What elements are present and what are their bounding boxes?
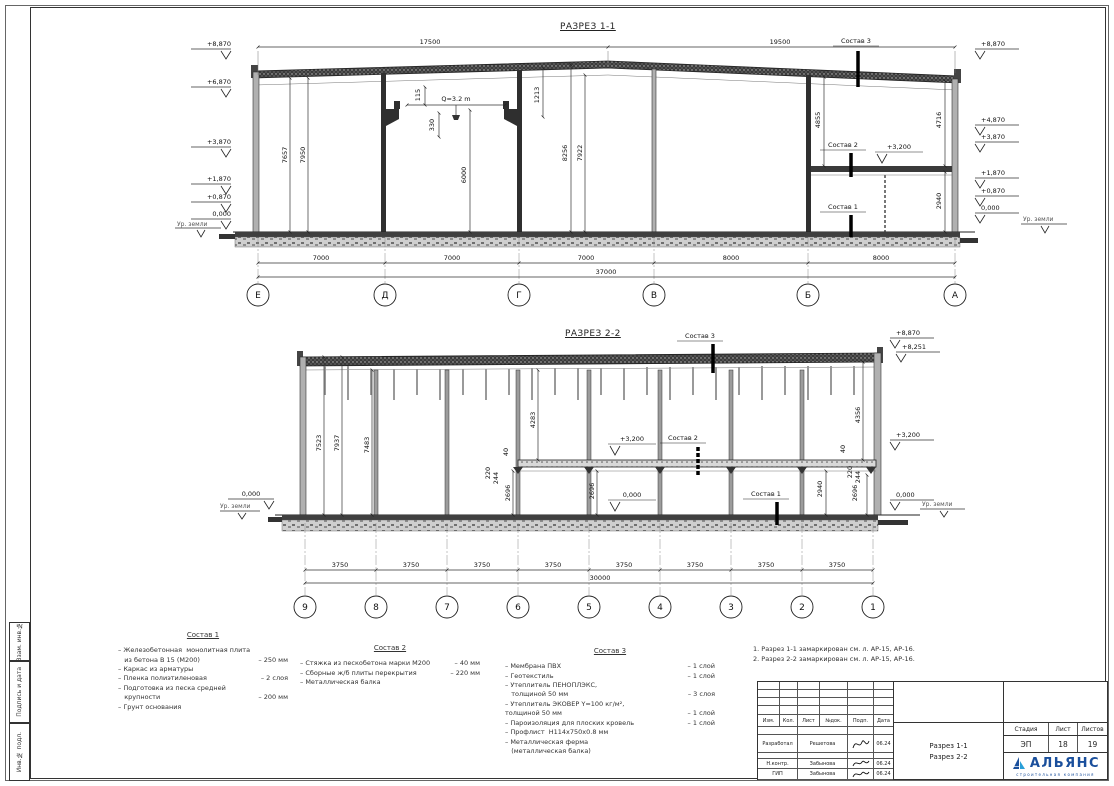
dim-label: 115 [414, 88, 422, 102]
section2-title: РАЗРЕЗ 2-2 [565, 329, 621, 339]
spec-item: – Утеплитель ПЕНОПЛЭКС, [505, 680, 598, 689]
mezzanine-floor [513, 460, 876, 474]
section-1-1-drawing [175, 25, 1085, 313]
spec-item: – Стяжка из пескобетона марки М200 [300, 659, 431, 668]
dim-label: 7523 [315, 434, 323, 452]
rev-col-header: Лист [798, 715, 820, 727]
frame-attr-label: Подпись и дата [16, 667, 23, 717]
grid-bubble-label: 1 [870, 603, 876, 613]
elevation-marks-left [175, 40, 231, 237]
elevation-label: +8,251 [902, 343, 927, 351]
frame-attr-label: Инв.№ подл. [16, 731, 23, 773]
note-line: 1. Разрез 1-1 замаркирован см. л. АР-15, АР-16. [753, 645, 915, 653]
elevation-label: +1,870 [206, 175, 231, 183]
dim-label: 2696 [851, 484, 859, 502]
grid-bubble-label: Б [804, 291, 812, 301]
frame-attr-box [9, 622, 30, 661]
dim-label: 3750 [828, 561, 846, 569]
dim-label: 6000 [460, 166, 468, 184]
level-label: +3,200 [886, 143, 912, 151]
rev-col-header: Дата [874, 715, 893, 727]
dim-label: 244 [492, 471, 500, 485]
grid-bubble-label: Г [516, 291, 522, 301]
dim-label: 17500 [419, 38, 441, 46]
spec-sostav-1: Состав 1 – Железобетонная монолитная плита из бетона В 15 (М200) – 250 мм – Каркас из арматуры – Пленка полиэтиленовая – 2 слоя – Подготовка из песка средней крупности – 200 мм – Грунт основания [118, 631, 288, 711]
doc-title-line: Разрез 2-2 [929, 752, 968, 761]
revision-table [758, 682, 894, 779]
rev-col-header: Кол. [780, 715, 798, 727]
crane-capacity-label: Q=3.2 m [441, 95, 471, 103]
elevation-label: +3,870 [981, 133, 1006, 141]
grid-bubble-label: 4 [657, 603, 663, 613]
spec-sostav-3: Состав 3 – Мембрана ПВХ – 1 слой – Геотекстиль – 1 слой – Утеплитель ПЕНОПЛЭКС, толщиной 50 мм – 3 слоя – Утеплитель ЭКОВЕР Y=100 кг/м², толщиной 50 мм – 1 слой – Пароизоляция для плоских кровель – 1 слой – Профлист Н114х750х0.8 мм – Металлическая ферма (металлическая балка) [505, 647, 715, 755]
elevation-label: +8,870 [206, 40, 231, 48]
grid-bubble-label: 9 [302, 603, 308, 613]
dim-label: 244 [854, 470, 862, 484]
date-cell: 06.24 [874, 759, 893, 769]
role-label: Разработал [758, 735, 798, 753]
grid-bubble-label: 2 [799, 603, 805, 613]
stage-and-logo [1004, 682, 1107, 779]
dim-label: 7922 [576, 144, 584, 162]
level-label: 0,000 [622, 491, 642, 499]
grid-bubble-label: 7 [444, 603, 450, 613]
sostav1-label: Состав 1 [828, 203, 858, 211]
elevation-label: +0,870 [981, 187, 1006, 195]
dim-label: 3750 [686, 561, 704, 569]
level-label: +3,200 [619, 435, 645, 443]
spec-item: – Подготовка из песка средней [118, 683, 226, 692]
dim-label: 2940 [816, 480, 824, 498]
sostav2-label: Состав 2 [668, 434, 698, 442]
elevation-label: 0,000 [981, 204, 1000, 212]
dim-label: 4356 [854, 406, 862, 424]
grid-bubble-label: Е [255, 291, 261, 301]
elevation-label: +8,870 [981, 40, 1006, 48]
elevation-marks-right [975, 40, 1067, 233]
elevation-label: +3,870 [206, 138, 231, 146]
sostav-cut-marks [820, 37, 923, 237]
title-block [757, 681, 1108, 780]
spec-item: – Каркас из арматуры [118, 664, 194, 673]
person-name: Решетова [798, 735, 848, 753]
spec-item: – Пленка полиэтиленовая [118, 674, 207, 683]
dim-label: 2696 [588, 482, 596, 500]
dim-label: 4716 [935, 111, 943, 129]
spec-item: – Профлист Н114х750х0.8 мм [505, 728, 609, 737]
spec-item: – Утеплитель ЭКОВЕР Y=100 кг/м², [505, 699, 625, 708]
spec-title: Состав 3 [593, 647, 627, 655]
ground-level-label: Ур. земли [922, 501, 953, 508]
sheets-header: Листов [1081, 725, 1104, 733]
dim-label: 2940 [935, 192, 943, 210]
doc-number-band [894, 682, 1003, 723]
dim-label: 4855 [814, 111, 822, 129]
roof-structure [251, 61, 961, 90]
grid-bubble-label: 6 [515, 603, 521, 613]
dim-label: 7000 [312, 254, 330, 262]
elevation-label: +0,870 [206, 193, 231, 201]
dim-label: 40 [502, 447, 510, 457]
doc-title-cell [894, 682, 1004, 779]
dim-label: 40 [839, 444, 847, 454]
logo-subtitle: строительная компания [1016, 771, 1095, 777]
spec-title: Состав 1 [186, 631, 220, 639]
logo-triangle-icon [1011, 756, 1027, 770]
spec-item: (металлическая балка) [505, 746, 591, 755]
ground-level-label: Ур. земли [177, 221, 208, 228]
signature [851, 770, 871, 779]
level-label: 0,000 [241, 490, 261, 498]
dim-label: 19500 [769, 38, 791, 46]
sostav3-label: Состав 3 [685, 332, 715, 340]
spec-item: – Металлическая балка [300, 677, 381, 686]
grid-bubble-label: 5 [586, 603, 592, 613]
date-cell: 06.24 [874, 735, 893, 753]
elevation-label: +6,870 [206, 78, 231, 86]
elevation-label: +8,870 [896, 329, 921, 337]
stage-value: ЭП [1004, 736, 1049, 752]
frame-attr-box [9, 723, 30, 781]
sostav3-label: Состав 3 [841, 37, 871, 45]
person-name: Забынова [798, 759, 848, 769]
spec-item: – Геотекстиль [505, 671, 554, 680]
grid-bubbles [294, 596, 884, 618]
elevation-label: +4,870 [981, 116, 1006, 124]
dim-label: 7657 [281, 146, 289, 164]
person-name: Забынова [798, 769, 848, 780]
dim-label: 3750 [544, 561, 562, 569]
grid-bubble-label: А [951, 291, 959, 301]
signature-cell [848, 735, 874, 753]
dim-label: 8000 [722, 254, 740, 262]
ground-slab [268, 515, 920, 531]
spec-item: – Металлическая ферма [505, 737, 589, 746]
signature [851, 759, 871, 768]
dim-label: 7483 [363, 436, 371, 454]
spec-item: – Сборные ж/б плиты перекрытия [300, 668, 417, 677]
dim-label: 3750 [473, 561, 491, 569]
signature-cell [848, 759, 874, 769]
spec-item: толщиной 50 мм [505, 709, 562, 718]
spec-item: толщиной 50 мм [505, 690, 569, 699]
bottom-dimension-lines [305, 523, 873, 595]
note-line: 2. Разрез 2-2 замаркирован см. л. АР-15, АР-16. [753, 655, 915, 664]
dim-label: 7000 [577, 254, 595, 262]
sheet-value: 18 [1049, 736, 1078, 752]
drawing-notes [753, 644, 953, 665]
elevation-label: 0,000 [212, 210, 231, 218]
dim-label: 7950 [299, 146, 307, 164]
frame-attr-label: Взам. инв.№ [16, 621, 23, 662]
role-label: Н.контр. [758, 759, 798, 769]
dim-label: 330 [428, 118, 436, 132]
doc-number-band [1004, 682, 1107, 723]
ground-level-label: Ур. земли [220, 503, 251, 510]
grid-bubbles [247, 284, 966, 306]
spec-item: из бетона В 15 (М200) [118, 655, 200, 664]
role-label: ГИП [758, 769, 798, 780]
spec-sostav-2: Состав 2 – Стяжка из пескобетона марки М200 – 40 мм – Сборные ж/б плиты перекрытия – 220 мм – Металлическая балка [300, 644, 480, 686]
date-cell: 06.24 [874, 769, 893, 780]
mezzanine-floor [811, 166, 952, 232]
dim-label: 2696 [504, 484, 512, 502]
grid-bubble-label: В [650, 291, 658, 301]
dim-label: 3750 [757, 561, 775, 569]
dim-label: 4283 [529, 411, 537, 429]
stage-header: Стадия [1004, 723, 1049, 735]
spec-item: – Пароизоляция для плоских кровель [505, 718, 635, 727]
frame-attr-box [9, 661, 30, 723]
rev-col-header: Изм. [758, 715, 780, 727]
dim-label: 3750 [615, 561, 633, 569]
rev-col-header: Подп. [848, 715, 874, 727]
sostav2-label: Состав 2 [828, 141, 858, 149]
spec-item: – Грунт основания [118, 702, 182, 711]
dim-label: 3750 [402, 561, 420, 569]
dim-label: 8256 [561, 144, 569, 162]
section1-title: РАЗРЕЗ 1-1 [560, 22, 616, 32]
grid-bubble-label: Д [381, 291, 389, 301]
dim-label: 7937 [333, 434, 341, 452]
sheets-value: 19 [1087, 739, 1098, 749]
company-logo [1004, 753, 1107, 779]
spec-item: крупности [118, 693, 161, 702]
sheet-header: Лист [1049, 723, 1078, 735]
dim-label: 1213 [533, 86, 541, 104]
grid-bubble-label: 3 [728, 603, 734, 613]
spec-item: – Железобетонная монолитная плита [118, 646, 251, 655]
elevation-label: 0,000 [896, 491, 915, 499]
elevation-label: +3,200 [896, 431, 921, 439]
dim-total-label: 30000 [589, 574, 611, 582]
dim-label: 220 [846, 465, 854, 479]
signature [851, 737, 871, 751]
spec-item: – Мембрана ПВХ [505, 662, 562, 671]
elevation-label: +1,870 [981, 169, 1006, 177]
dim-label: 7000 [443, 254, 461, 262]
ground-slab [219, 232, 978, 247]
signature-cell [848, 769, 874, 780]
spec-title: Состав 2 [373, 644, 407, 652]
section-2-2-drawing [220, 325, 1010, 621]
dim-total-label: 37000 [595, 268, 617, 276]
dim-label: 220 [484, 466, 492, 480]
sostav1-label: Состав 1 [751, 490, 781, 498]
doc-title-line: Разрез 1-1 [929, 741, 968, 750]
ground-level-label: Ур. земли [1023, 216, 1054, 223]
dim-label: 3750 [331, 561, 349, 569]
dim-label: 8000 [872, 254, 890, 262]
grid-bubble-label: 8 [373, 603, 379, 613]
logo-text: АЛЬЯНС [1029, 755, 1101, 771]
rev-col-header: №док. [820, 715, 848, 727]
